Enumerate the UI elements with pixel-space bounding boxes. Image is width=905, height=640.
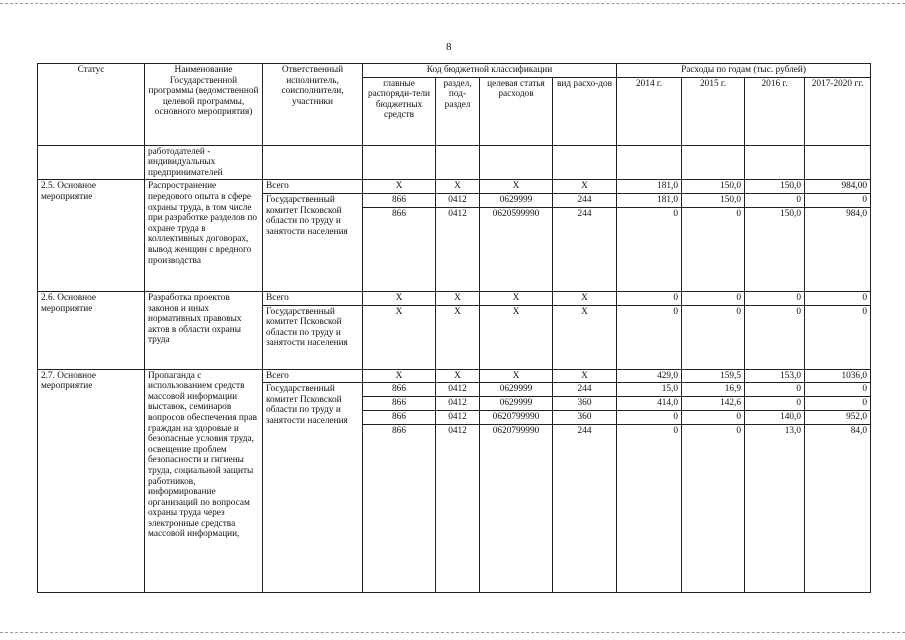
cell-csr: 0629999: [480, 383, 552, 397]
cell-rzpr: 0412: [448, 208, 467, 219]
row-executor: Государственный комитет Псковской области по труду и занятости населения: [263, 305, 363, 369]
cell-2017-2020: 984,0: [846, 208, 868, 219]
header-grbs: главные распоряди-тели бюджетных средств: [363, 77, 436, 145]
cell-2017-2020: 0: [805, 194, 870, 208]
cell-2017-2020: 84,0: [850, 426, 868, 437]
cell-2015: 0: [682, 291, 745, 305]
cell-2014: 15,0: [617, 383, 681, 397]
cell-2014: 0: [617, 291, 682, 305]
header-budget-code: Код бюджетной классификации: [363, 64, 617, 78]
cell-grbs: X: [363, 369, 436, 383]
row-status: 2.6. Основное мероприятие: [38, 291, 145, 369]
header-2014: 2014 г.: [617, 77, 682, 145]
cell-2014: 429,0: [617, 369, 682, 383]
cell-vr: 244: [553, 194, 616, 208]
continuation-status: [38, 145, 145, 180]
cell-grbs: X: [363, 305, 436, 369]
cell-rzpr: 0412: [436, 397, 479, 411]
cell-2016: 0: [745, 397, 804, 411]
cell-rzpr: X: [436, 305, 480, 369]
cell-2016: 0: [745, 291, 805, 305]
cell-grbs: X: [363, 180, 436, 194]
cell-2016: 0: [745, 383, 804, 397]
cell-rzpr: X: [436, 369, 480, 383]
cell-csr: X: [480, 369, 553, 383]
cell-2016: 140,0: [745, 411, 804, 425]
cell-2017-2020: 0: [805, 291, 871, 305]
cell-vr: X: [553, 369, 617, 383]
cell-2017-2020: 952,0: [805, 411, 870, 425]
header-row-1: [38, 64, 871, 78]
cell-grbs: 866: [392, 426, 406, 437]
header-vr: вид расхо-дов: [553, 77, 617, 145]
cell-2014: 181,0: [617, 194, 681, 208]
cell-2017-2020: 0: [805, 305, 871, 369]
cell-2017-2020: 0: [805, 383, 870, 397]
row-status: 2.5. Основное мероприятие: [38, 180, 145, 292]
scan-edge-bottom: [0, 632, 905, 633]
scan-edge-top: [0, 3, 905, 4]
cell-2014: 0: [617, 305, 682, 369]
continuation-row: [38, 145, 871, 180]
cell-vr: 360: [553, 397, 616, 411]
header-expenses: Расходы по годам (тыс. рублей): [617, 64, 871, 78]
cell-csr: X: [480, 305, 553, 369]
cell-2015: 150,0: [682, 180, 745, 194]
cell-csr: 0629999: [480, 397, 552, 411]
cell-vr: 244: [577, 426, 592, 437]
table-row: [38, 180, 871, 194]
header-rzpr: раздел, под-раздел: [436, 77, 480, 145]
cell-csr: 0620599990: [492, 208, 540, 219]
cell-2015: 159,5: [682, 369, 745, 383]
cell-2014: 414,0: [617, 397, 681, 411]
cell-grbs: 866: [363, 411, 435, 425]
cell-grbs: 866: [363, 194, 435, 208]
cell-2016: 0: [745, 194, 804, 208]
cell-grbs: 866: [363, 397, 435, 411]
cell-2014: 0: [673, 426, 679, 437]
cell-csr: X: [480, 180, 553, 194]
cell-2016: 150,0: [745, 180, 805, 194]
cell-rzpr: 0412: [436, 411, 479, 425]
table-row: [38, 369, 871, 383]
cell-2016: 153,0: [745, 369, 805, 383]
cell-rzpr: X: [436, 291, 480, 305]
cell-2015: 142,6: [682, 397, 744, 411]
cell-2017-2020: 984,00: [805, 180, 871, 194]
cell-2015: 16,9: [682, 383, 744, 397]
row-executor: Государственный комитет Псковской области по труду и занятости населения: [263, 193, 363, 291]
cell-2016: 13,0: [784, 426, 802, 437]
cell-grbs: 866: [392, 208, 406, 219]
cell-vr: 244: [577, 208, 592, 219]
continuation-name: работодателей - индивидуальных предпринимателей: [145, 145, 263, 180]
cell-2014: 0: [617, 411, 681, 425]
row-name: Пропаганда с использованием средств массовой информации выставок, семинаров вопросов обеспечения прав граждан на здоровые и безопасные условия труда, освещение проблем безопасности и гигиены труда, социальной защиты работников, информирование организаций по вопросам охраны труда через электронные средства массовой информации,: [145, 369, 263, 592]
cell-vr: X: [553, 180, 617, 194]
cell-2014: 0: [673, 208, 679, 219]
cell-vr: X: [553, 291, 617, 305]
cell-2017-2020: 1036,0: [805, 369, 871, 383]
cell-rzpr: X: [436, 180, 480, 194]
header-csr: целевая статья расходов: [480, 77, 553, 145]
cell-rzpr: 0412: [436, 194, 479, 208]
row-name: Распространение передового опыта в сфере охраны труда, в том числе при разработке разделов по охране труда в коллективных договорах, вывод женщин с вредного производства: [145, 180, 263, 292]
cell-grbs: X: [363, 291, 436, 305]
cell-2015: 0: [682, 305, 745, 369]
row-total-label: Всего: [263, 291, 363, 305]
cell-csr: 0620799990: [480, 411, 552, 425]
cell-2015: 150,0: [682, 194, 744, 208]
header-status: Статус: [38, 64, 145, 146]
header-responsible: Ответственный исполнитель, соисполнители, участники: [263, 64, 363, 146]
cell-rzpr: 0412: [448, 426, 467, 437]
row-total-label: Всего: [263, 180, 363, 194]
cell-2014: 181,0: [617, 180, 682, 194]
cell-2015: 0: [736, 208, 742, 219]
cell-2016: 0: [745, 305, 805, 369]
page-number: 8: [446, 41, 452, 53]
cell-vr: X: [553, 305, 617, 369]
header-2015: 2015 г.: [682, 77, 745, 145]
cell-csr: X: [480, 291, 553, 305]
cell-rzpr: 0412: [436, 383, 479, 397]
cell-2015: 0: [682, 411, 744, 425]
row-name: Разработка проектов законов и иных нормативных правовых актов в области охраны труда: [145, 291, 263, 369]
cell-csr: 0629999: [480, 194, 552, 208]
cell-vr: 360: [553, 411, 616, 425]
header-2016: 2016 г.: [745, 77, 805, 145]
header-name: Наименование Государственной программы (ведомственной целевой программы, основного мероприятия): [145, 64, 263, 146]
header-2017-2020: 2017-2020 гг.: [805, 77, 871, 145]
budget-table: [37, 63, 871, 593]
table-row: [38, 291, 871, 305]
row-executor: Государственный комитет Псковской области по труду и занятости населения: [263, 383, 363, 593]
cell-2017-2020: 0: [805, 397, 870, 411]
cell-grbs: 866: [363, 383, 435, 397]
cell-csr: 0620799990: [492, 426, 540, 437]
cell-2015: 0: [736, 426, 742, 437]
cell-vr: 244: [553, 383, 616, 397]
row-status: 2.7. Основное мероприятие: [38, 369, 145, 592]
cell-2016: 150,0: [780, 208, 802, 219]
row-total-label: Всего: [263, 369, 363, 383]
